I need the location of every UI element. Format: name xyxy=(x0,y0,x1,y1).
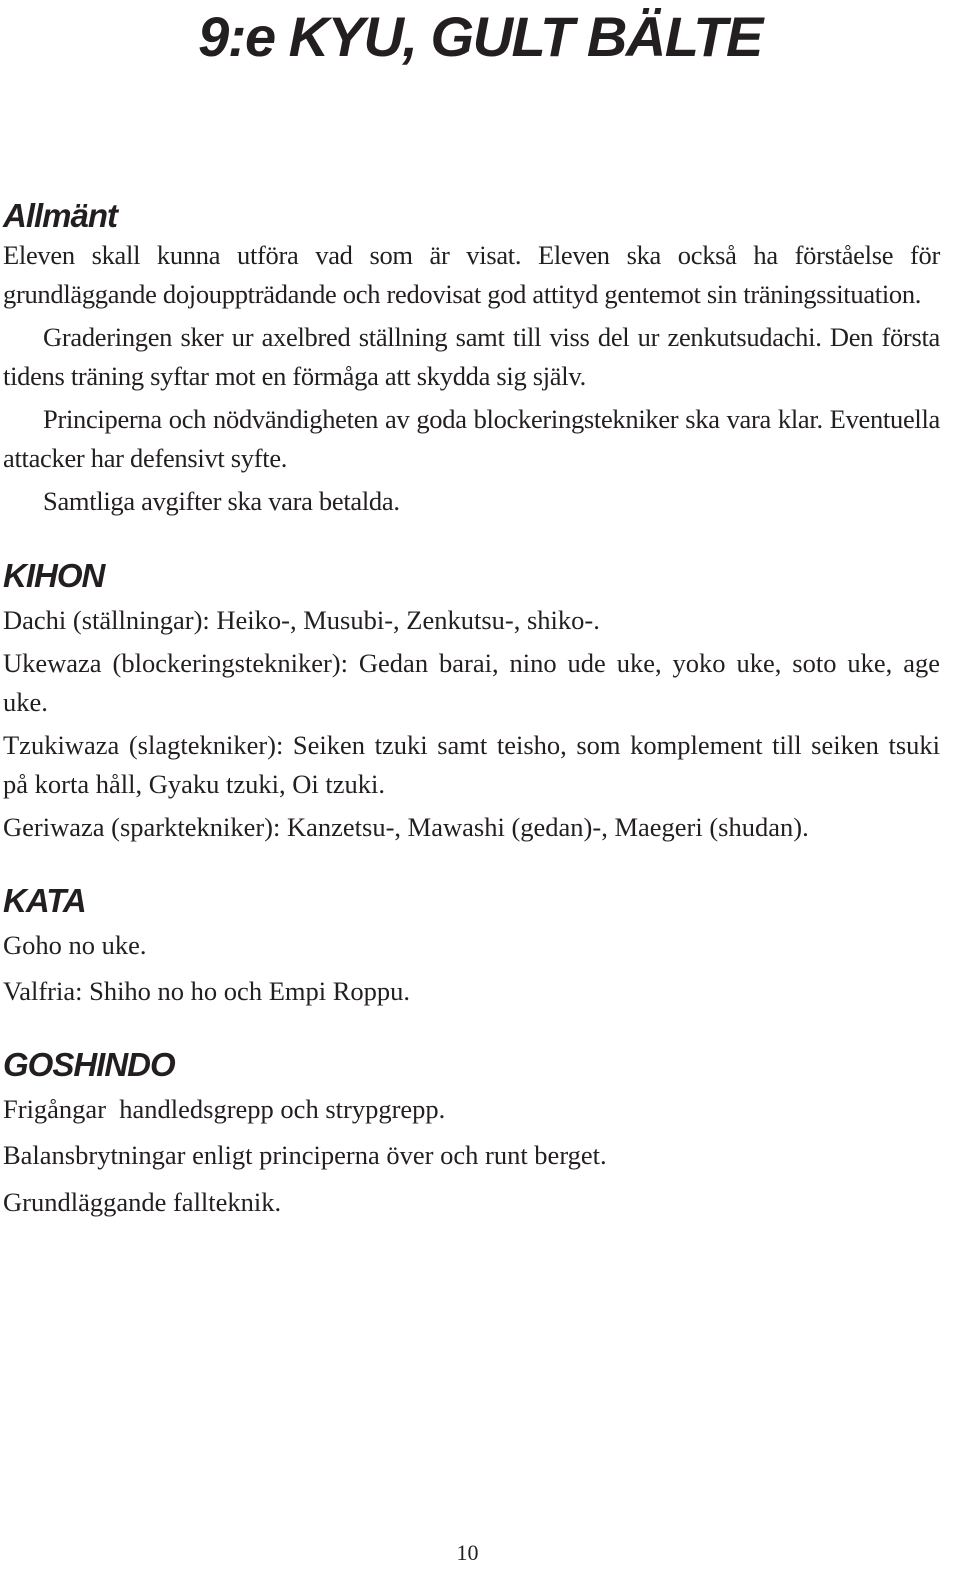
section-heading-kata: KATA xyxy=(3,881,86,919)
section-allmant xyxy=(3,196,940,521)
allmant-body xyxy=(3,236,940,521)
paragraph: Eleven skall kunna utföra vad som är visat. Eleven ska också ha förståelse för grundläggande dojouppträdande och redovisat god attityd gentemot sin träningssituation. xyxy=(3,240,940,309)
paragraph: Samtliga avgifter ska vara betalda. xyxy=(43,486,400,516)
paragraph: Graderingen sker ur axelbred ställning samt till viss del ur zenkutsudachi. Den första tidens träning syftar mot en förmåga att skydda sig själv. xyxy=(3,322,940,391)
paragraph: Principerna och nödvändigheten av goda blockeringstekniker ska vara klar. Eventuella attacker har defensivt syfte. xyxy=(3,404,940,473)
section-heading-goshindo: GOSHINDO xyxy=(3,1045,175,1083)
section-heading-allmant: Allmänt xyxy=(3,197,118,234)
section-kata xyxy=(3,881,940,1011)
paragraph: Geriwaza (sparktekniker): Kanzetsu-, Mawashi (gedan)-, Maegeri (shudan). xyxy=(3,812,809,842)
page-content xyxy=(3,196,940,1221)
paragraph: Tzukiwaza (slagtekniker): Seiken tzuki samt teisho, som komplement till seiken tsuki på korta håll, Gyaku tzuki, Oi tzuki. xyxy=(3,730,940,799)
section-heading-kihon: KIHON xyxy=(3,556,105,594)
paragraph: Grundläggande fallteknik. xyxy=(3,1186,282,1217)
section-kihon xyxy=(3,556,940,847)
paragraph: Valfria: Shiho no ho och Empi Roppu. xyxy=(3,976,411,1006)
paragraph: Frigångar handledsgrepp och strypgrepp. xyxy=(3,1093,446,1124)
paragraph: Ukewaza (blockeringstekniker): Gedan barai, nino ude uke, yoko uke, soto uke, age uke. xyxy=(3,648,940,717)
paragraph: Goho no uke. xyxy=(3,929,147,960)
page-title: 9:e KYU, GULT BÄLTE xyxy=(198,5,762,68)
page-number: 10 xyxy=(456,1540,479,1565)
section-goshindo xyxy=(3,1045,940,1222)
paragraph: Dachi (ställningar): Heiko-, Musubi-, Zenkutsu-, shiko-. xyxy=(3,604,600,635)
paragraph: Balansbrytningar enligt principerna över och runt berget. xyxy=(3,1140,607,1170)
